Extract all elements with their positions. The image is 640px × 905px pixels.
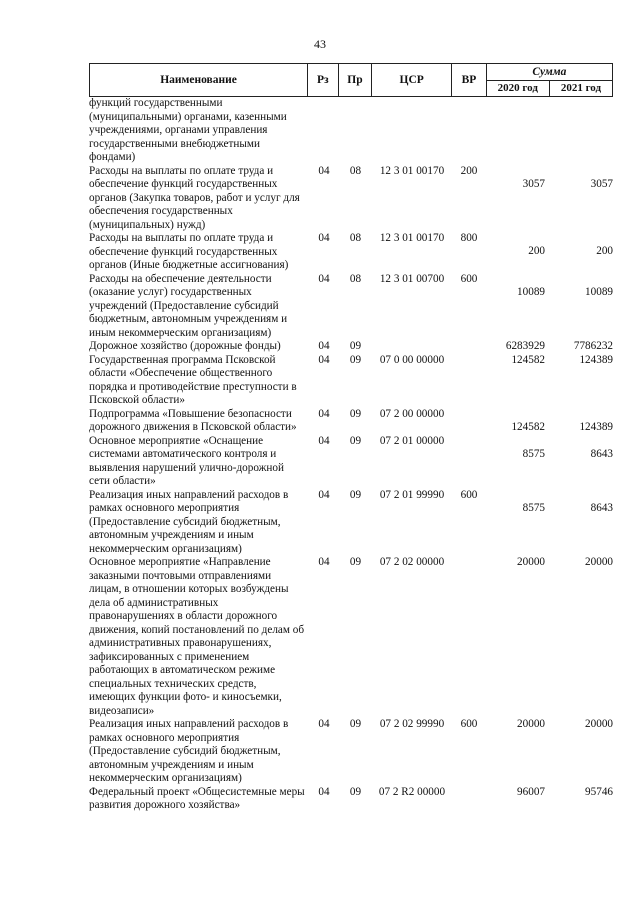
- row-rz: 04: [318, 340, 330, 352]
- table-row: [89, 354, 613, 408]
- row-pr: 09: [349, 718, 362, 730]
- row-csr: 07 2 02 99990: [379, 718, 445, 730]
- table-row: [89, 97, 613, 165]
- header-csr: ЦСР: [372, 64, 452, 96]
- row-sum-2021: 10089: [585, 285, 613, 298]
- row-csr: 07 2 02 00000: [379, 556, 445, 568]
- row-rz: 04: [318, 232, 330, 244]
- row-rz: 04: [318, 353, 330, 366]
- row-sum-2021: 8643: [590, 501, 613, 514]
- table-row: [89, 273, 613, 341]
- row-sum-2020: 124582: [511, 353, 545, 366]
- row-vr: 200: [460, 164, 478, 177]
- row-sum-2020: 10089: [517, 285, 545, 298]
- table-row: [89, 786, 613, 813]
- row-sum-2021: 95746: [585, 785, 613, 798]
- row-name: Расходы на выплаты по оплате труда и обеспечение функций государственных органов (Иные бюджетные ассигнования): [89, 232, 289, 271]
- row-vr: 600: [460, 272, 478, 285]
- row-pr: 08: [349, 164, 362, 177]
- row-name: Дорожное хозяйство (дорожные фонды): [89, 340, 281, 352]
- header-year-2020: 2020 год: [497, 82, 538, 95]
- row-rz: 04: [318, 164, 330, 177]
- row-csr: 07 0 00 00000: [379, 353, 445, 366]
- table-row: [89, 556, 613, 718]
- header-year-2021: 2021 год: [549, 81, 612, 97]
- row-name: Основное мероприятие «Оснащение системами автоматического контроля и выявления нарушений улично-дорожной сети области»: [89, 434, 284, 487]
- row-csr: 12 3 01 00700: [379, 272, 445, 285]
- header-vr: ВР: [452, 64, 487, 96]
- row-name: Расходы на обеспечение деятельности (оказание услуг) государственных учреждений (Предоставление субсидий бюджетным, автономным учреждениям и иным некоммерческим организациям): [89, 272, 288, 339]
- row-sum-2021: 20000: [585, 718, 613, 730]
- row-name: Подпрограмма «Повышение безопасности дорожного движения в Псковской области»: [89, 407, 297, 433]
- row-sum-2020: 124582: [511, 420, 545, 433]
- row-csr: 07 2 01 00000: [379, 434, 445, 447]
- row-name: функций государственными (муниципальными) органами, казенными учреждениями, органами управления государственными внебюджетными фондами): [89, 97, 287, 163]
- row-rz: 04: [318, 785, 330, 798]
- row-rz: 04: [318, 272, 330, 285]
- row-sum-2020: 6283929: [505, 340, 545, 352]
- row-sum-2021: 8643: [590, 447, 613, 460]
- row-csr: 12 3 01 00170: [379, 232, 445, 244]
- row-sum-2020: 3057: [522, 177, 545, 190]
- table-header: [89, 63, 613, 97]
- row-rz: 04: [318, 434, 330, 447]
- header-pr: Пр: [339, 64, 373, 96]
- row-pr: 09: [349, 434, 362, 447]
- row-name: Расходы на выплаты по оплате труда и обеспечение функций государственных органов (Закупка товаров, работ и услуг для обеспечения государственных (муниципальных) нужд): [89, 164, 300, 231]
- row-csr: 12 3 01 00170: [379, 164, 445, 177]
- row-sum-2021: 124389: [579, 420, 613, 433]
- row-pr: 09: [349, 488, 362, 501]
- header-name: Наименование: [89, 64, 308, 96]
- row-sum-2020: 8575: [522, 447, 545, 460]
- row-sum-2020: 8575: [522, 501, 545, 514]
- row-name: Реализация иных направлений расходов в рамках основного мероприятия (Предоставление субсидий бюджетным, автономным учреждениям и иным некоммерческим организациям): [89, 718, 289, 784]
- row-pr: 08: [349, 232, 362, 244]
- row-pr: 09: [349, 556, 362, 568]
- row-csr: 07 2 00 00000: [379, 407, 445, 420]
- table-row: [89, 408, 613, 435]
- row-pr: 09: [349, 407, 362, 420]
- row-name: Федеральный проект «Общесистемные меры развития дорожного хозяйства»: [89, 785, 305, 811]
- row-pr: 09: [349, 353, 362, 366]
- row-name: Основное мероприятие «Направление заказными почтовыми отправлениями лицам, в отношении которых возбуждены дела об административных правонарушениях в области дорожного движения, копий постановлений по делам об административных правонарушениях, зафиксированных с применением работающих в автоматическом режиме специальных технических средств, имеющих функции фото- и киносъемки, видеозаписи»: [89, 556, 305, 717]
- table-row: [89, 718, 613, 786]
- row-pr: 08: [349, 272, 362, 285]
- header-rz: Рз: [308, 64, 339, 96]
- row-rz: 04: [318, 407, 330, 420]
- row-vr: 600: [460, 488, 478, 501]
- row-rz: 04: [318, 556, 330, 568]
- row-sum-2021: 7786232: [573, 340, 613, 352]
- row-csr: 07 2 01 99990: [379, 488, 445, 501]
- row-sum-2020: 96007: [517, 785, 545, 798]
- row-sum-2020: 20000: [517, 556, 545, 568]
- row-sum-2021: 200: [596, 245, 613, 257]
- row-sum-2020: 200: [528, 245, 545, 257]
- row-sum-2021: 3057: [590, 177, 613, 190]
- row-rz: 04: [318, 718, 330, 730]
- row-name: Реализация иных направлений расходов в рамках основного мероприятия (Предоставление субсидий бюджетным, автономным учреждениям и иным некоммерческим организациям): [89, 488, 289, 555]
- table-row: [89, 165, 613, 233]
- row-pr: 09: [349, 340, 362, 352]
- budget-table: [89, 63, 613, 813]
- table-row: [89, 489, 613, 557]
- table-row: [89, 340, 613, 354]
- row-pr: 09: [349, 785, 362, 798]
- table-body: [89, 97, 613, 813]
- header-sum: Сумма: [487, 64, 612, 81]
- row-vr: 800: [460, 232, 478, 244]
- row-sum-2021: 124389: [579, 353, 613, 366]
- row-sum-2021: 20000: [585, 556, 613, 568]
- row-csr: 07 2 R2 00000: [378, 785, 446, 798]
- table-row: [89, 232, 613, 273]
- row-rz: 04: [318, 488, 330, 501]
- row-name: Государственная программа Псковской области «Обеспечение общественного порядка и противодействие преступности в Псковской области»: [89, 353, 297, 406]
- row-vr: 600: [460, 718, 478, 730]
- page-number: 43: [314, 37, 326, 51]
- header-sum-group: [487, 64, 613, 96]
- row-sum-2020: 20000: [517, 718, 545, 730]
- table-row: [89, 435, 613, 489]
